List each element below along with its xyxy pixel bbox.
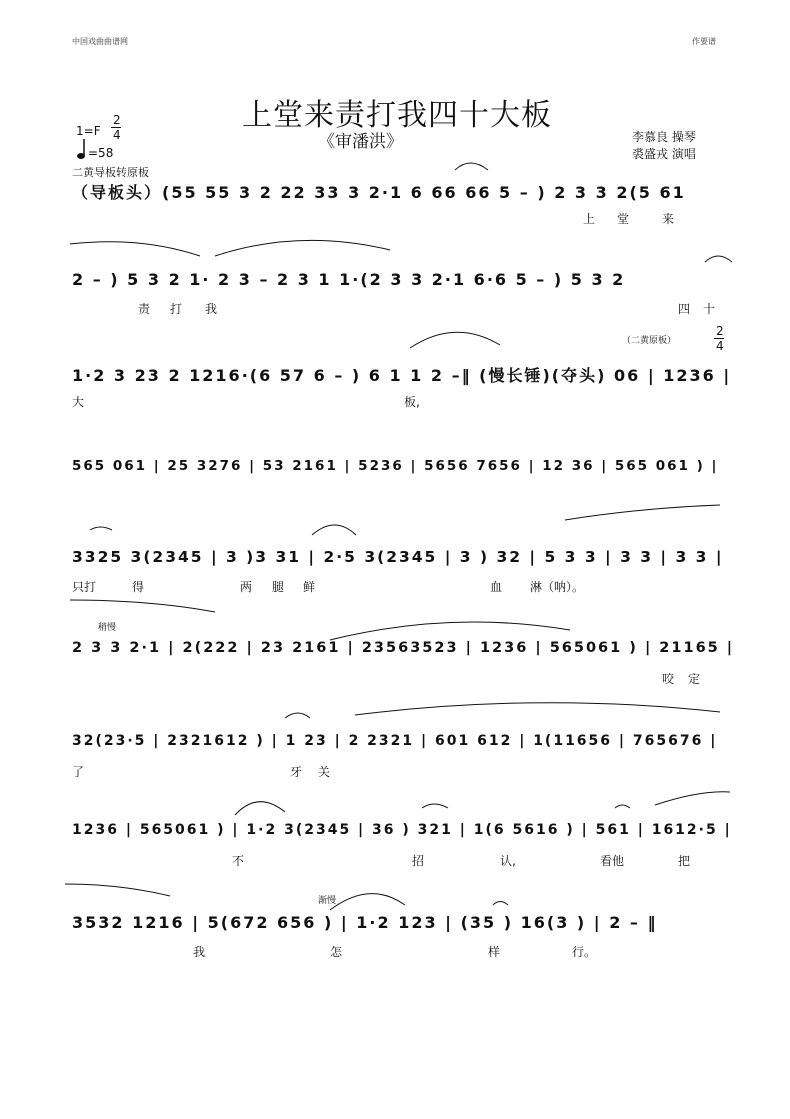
yuanban-label: （二黄原板） [622,336,677,346]
lyric-5-5: 鲜 [303,580,316,594]
lyric-5-7: 淋（呐）。 [530,580,585,594]
lyric-9-1: 我 [193,945,206,959]
yuanban-time-bottom: 4 [716,339,724,353]
lyric-8-3: 认, [500,854,516,868]
intro-label: 二黄导板转原板 [72,166,149,179]
transcriber-note: 作要谱 [692,37,716,46]
lyric-2-1: 责 [138,302,151,316]
credit-accompanist: 李慕良 操琴 [632,130,696,144]
lyric-1-3: 来 [662,212,675,226]
lyric-2-3: 我 [205,302,218,316]
lyric-7-3: 关 [318,765,331,779]
lyric-5-4: 腿 [272,580,285,594]
lyric-8-2: 招 [412,854,425,868]
lyric-9-4: 行。 [572,945,597,959]
notation-line-4: 565 061 | 25 3276 | 53 2161 | 5236 | 5656 7656 | 12 36 | 565 061 ) | [72,458,719,474]
tempo-marking: =58 [88,146,114,160]
lyric-6-1: 咬 [662,672,675,686]
lyric-8-4: 看他 [600,854,625,868]
opera-subtitle: 《审潘洪》 [318,132,403,152]
lyric-9-2: 怎 [330,945,343,959]
lyric-8-5: 把 [678,854,691,868]
lyric-3-2: 板, [404,395,420,409]
key-signature: 1=F [76,124,101,138]
lyric-2-5: 十 [703,302,716,316]
lyric-6-2: 定 [688,672,701,686]
notation-line-1: （导板头）(55 55 3 2 22 33 3 2·1 6 66 66 5 – ) 2 3 3 2(5 61 [72,183,686,202]
notation-line-2: 2 – ) 5 3 2 1· 2 3 – 2 3 1 1·(2 3 3 2·1 6·6 5 – ) 5 3 2 [72,270,626,289]
credit-singer: 裘盛戎 演唱 [632,147,696,161]
time-signature-top: 2 [113,113,121,127]
notation-line-8: 1236 | 565061 ) | 1·2 3(2345 | 36 ) 321 | 1(6 5616 ) | 561 | 1612·5 | [72,822,732,838]
notation-line-7: 32(23·5 | 2321612 ) | 1 23 | 2 2321 | 601 612 | 1(11656 | 765676 | [72,733,718,749]
lyric-1-2: 堂 [617,212,630,226]
lyric-3-1: 大 [72,395,85,409]
site-name: 中国戏曲曲谱网 [72,37,128,46]
time-signature-bottom: 4 [113,128,121,142]
lyric-9-3: 样 [488,945,501,959]
lyric-7-2: 牙 [290,765,303,779]
notation-line-6: 2 3 3 2·1 | 2(222 | 23 2161 | 23563523 | 1236 | 565061 ) | 21165 | [72,640,734,656]
lyric-5-2: 得 [132,580,145,594]
lyric-2-4: 四 [678,302,691,316]
yuanban-time-top: 2 [716,324,724,338]
lyric-2-2: 打 [170,302,183,316]
lyric-1-1: 上 [583,212,596,226]
lyric-5-1: 只打 [72,580,97,594]
lyric-8-1: 不 [232,854,245,868]
notation-line-3: 1·2 3 23 2 1216·(6 57 6 – ) 6 1 1 2 –‖ (慢长锤)(夺头) 06 | 1236 | [72,366,732,385]
lyric-7-1: 了 [72,765,85,779]
notation-line-5: 3325 3(2345 | 3 )3 31 | 2·5 3(2345 | 3 ) 32 | 5 3 3 | 3 3 | 3 3 | [72,548,724,566]
shaoman-label: 稍慢 [98,623,117,633]
page-title: 上堂来责打我四十大板 [242,98,552,133]
lyric-5-3: 两 [240,580,253,594]
jianman-label: 渐慢 [318,896,337,906]
lyric-5-6: 血 [490,580,503,594]
notation-line-9: 3532 1216 | 5(672 656 ) | 1·2 123 | (35 ) 16(3 ) | 2 – ‖ [72,913,658,932]
quarter-note-icon [76,138,86,160]
